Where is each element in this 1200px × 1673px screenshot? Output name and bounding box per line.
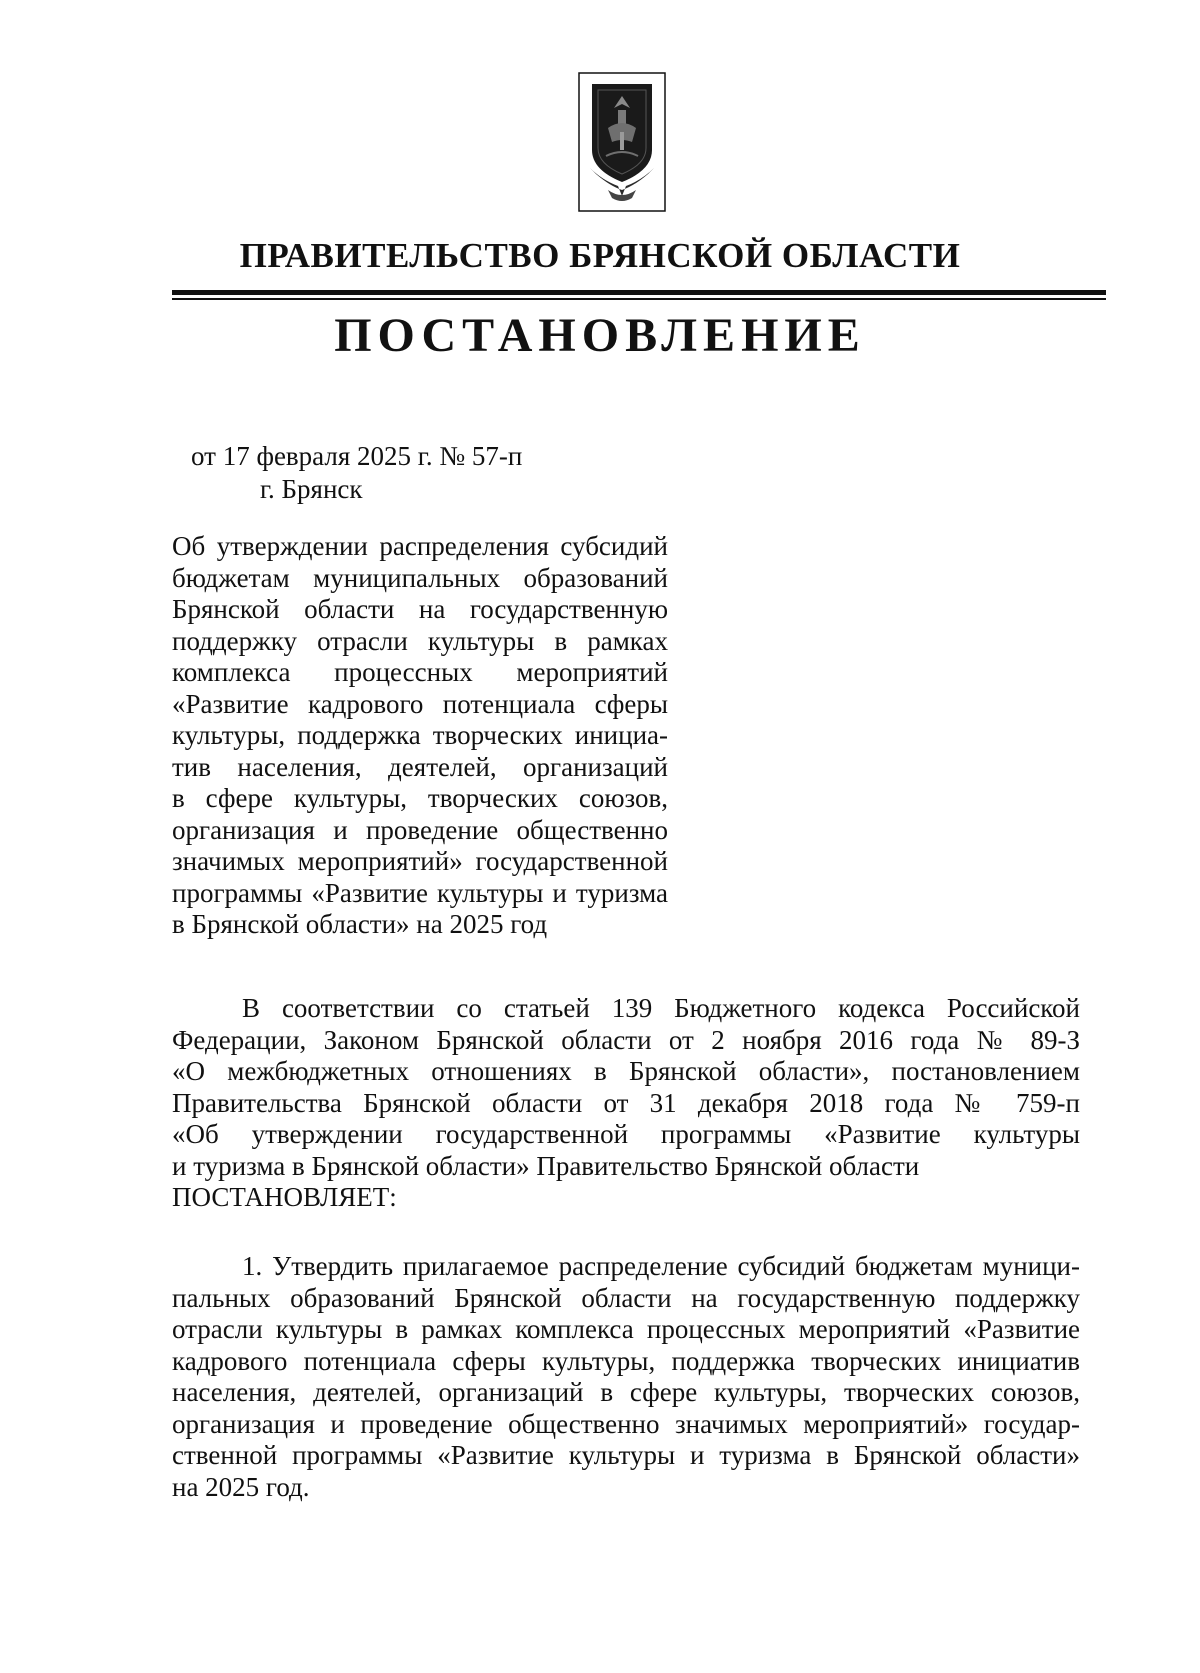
organization-title: ПРАВИТЕЛЬСТВО БРЯНСКОЙ ОБЛАСТИ [239,236,961,275]
subject-line: программы «Развитие культуры и туризма [172,877,668,908]
subject-line: в Брянской области» на 2025 год [172,909,548,939]
preamble-line: «О межбюджетных отношениях в Брянской области», постановлением [172,1056,1080,1086]
preamble-line: и туризма в Брянской области» Правительство Брянской области [172,1150,920,1181]
subject-line: в сфере культуры, творческих союзов, [172,783,668,813]
subject-line: Брянской области на государственную [172,594,668,624]
document-subject [172,531,668,941]
coat-of-arms-icon [578,72,666,212]
item-1-paragraph [172,1251,1080,1503]
subject-line: культуры, поддержка творческих инициа- [172,720,668,750]
subject-line: «Развитие кадрового потенциала сферы [172,688,668,719]
subject-line: бюджетам муниципальных образований [172,562,668,593]
subject-line: тив населения, деятелей, организаций [172,751,668,782]
preamble-line: Правительства Брянской области от 31 декабря 2018 года № 759-п [172,1087,1080,1118]
item-1-line: отрасли культуры в рамках комплекса процессных мероприятий «Развитие [172,1314,1080,1344]
header-divider-thin [172,298,1106,300]
document-date-number: от 17 февраля 2025 г. № 57-п [191,441,523,471]
subject-line: Об утверждении распределения субсидий [172,531,668,561]
item-1-line: на 2025 год. [172,1471,310,1502]
item-1-line: пальных образований Брянской области на государственную поддержку [172,1282,1080,1313]
subject-line: комплекса процессных мероприятий [172,657,668,687]
item-1-line: 1. Утвердить прилагаемое распределение субсидий бюджетам муници- [242,1251,1080,1281]
preamble-line: ПОСТАНОВЛЯЕТ: [172,1182,397,1212]
preamble-line: «Об утверждении государственной программы «Развитие культуры [172,1119,1080,1149]
document-city: г. Брянск [260,474,363,504]
header-divider-thick [172,290,1106,295]
subject-line: организация и проведение общественно [172,814,668,845]
preamble-line: Федерации, Законом Брянской области от 2 ноября 2016 года № 89-З [172,1024,1080,1055]
subject-line: значимых мероприятий» государственной [172,846,668,876]
item-1-line: населения, деятелей, организаций в сфере культуры, творческих союзов, [172,1377,1080,1407]
item-1-line: организация и проведение общественно значимых мероприятий» государ- [172,1408,1080,1439]
item-1-line: кадрового потенциала сферы культуры, поддержка творческих инициатив [172,1345,1080,1376]
subject-line: поддержку отрасли культуры в рамках [172,625,668,656]
document-type-title: ПОСТАНОВЛЕНИЕ [334,309,866,362]
item-1-line: ственной программы «Развитие культуры и туризма в Брянской области» [172,1440,1080,1470]
preamble-paragraph [172,993,1080,1214]
preamble-line: В соответствии со статьей 139 Бюджетного кодекса Российской [242,993,1080,1023]
